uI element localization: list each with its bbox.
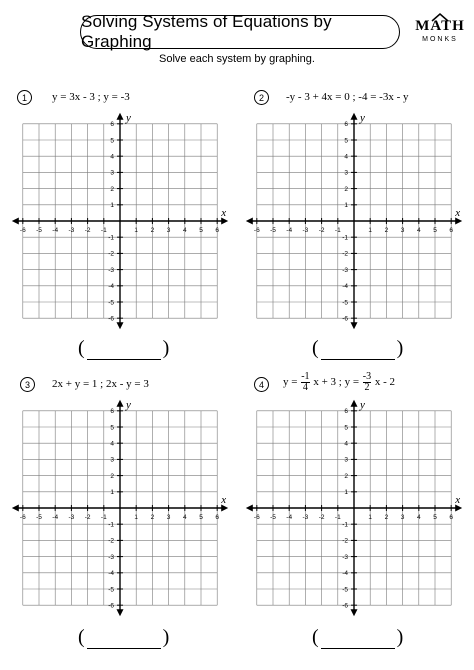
y-tick-label: 5 (110, 137, 114, 145)
problem-4-end: x - 2 (374, 376, 396, 389)
x-axis-label: x (221, 207, 227, 219)
x-tick-label: 2 (150, 514, 155, 521)
x-tick-label: -1 (334, 514, 341, 521)
x-tick-label: 1 (134, 514, 139, 521)
y-tick-label: 4 (344, 440, 348, 448)
x-tick-label: -6 (19, 514, 26, 521)
answer-2-open: ( (312, 337, 319, 359)
x-tick-label: 6 (215, 227, 220, 234)
y-tick-label: -3 (108, 553, 114, 561)
y-tick-label: -6 (342, 602, 348, 610)
x-tick-label: 1 (368, 227, 373, 234)
coordinate-grid-4[interactable] (240, 399, 468, 621)
problem-2-number: 2 (254, 90, 269, 105)
problem-3-equation: 2x + y = 1 ; 2x - y = 3 (52, 378, 149, 390)
y-tick-label: -4 (108, 283, 114, 291)
x-tick-label: 4 (416, 514, 421, 521)
answer-4-open: ( (312, 626, 319, 648)
x-tick-label: -5 (36, 514, 42, 521)
worksheet-title-text: Solving Systems of Equations by Graphing (81, 12, 332, 51)
y-tick-label: 4 (344, 153, 348, 161)
answer-3-blank[interactable] (87, 630, 161, 649)
y-axis-arrow-up-icon (117, 400, 124, 407)
answer-2[interactable] (312, 337, 403, 360)
x-tick-label: -5 (270, 514, 276, 521)
worksheet-title (80, 12, 400, 51)
x-axis-label: x (455, 494, 461, 506)
y-tick-label: 3 (344, 456, 348, 464)
x-tick-label: -4 (52, 227, 59, 234)
x-tick-label: 6 (215, 514, 220, 521)
y-axis-label: y (126, 398, 131, 411)
instruction: Solve each system by graphing. (159, 53, 315, 65)
x-tick-label: -3 (302, 514, 309, 521)
y-axis-arrow-up-icon (117, 113, 124, 120)
coordinate-grid-1[interactable] (6, 112, 234, 334)
x-tick-label: -4 (286, 514, 293, 521)
answer-1-open: ( (78, 337, 85, 359)
x-tick-label: -1 (100, 514, 107, 521)
x-tick-label: -3 (68, 227, 75, 234)
y-axis-label: y (126, 111, 131, 124)
x-tick-label: 4 (416, 227, 421, 234)
y-axis-label: y (360, 111, 365, 124)
y-tick-label: -5 (342, 586, 348, 594)
x-tick-label: 3 (166, 227, 171, 234)
y-tick-label: -3 (108, 266, 114, 274)
fraction-1-numerator: -1 (301, 371, 310, 382)
answer-3-open: ( (78, 626, 85, 648)
x-axis-label: x (221, 494, 227, 506)
x-tick-label: -2 (84, 514, 91, 521)
y-tick-label: -3 (342, 266, 348, 274)
x-tick-label: 2 (150, 227, 155, 234)
y-tick-label: 4 (110, 153, 114, 161)
x-axis-arrow-left-icon (246, 505, 253, 512)
x-tick-label: 6 (449, 514, 454, 521)
y-tick-label: 6 (110, 121, 114, 129)
x-tick-label: -4 (52, 514, 59, 521)
fraction-2-numerator: -3 (362, 371, 372, 382)
x-tick-label: 1 (134, 227, 139, 234)
y-tick-label: 2 (344, 185, 348, 193)
x-tick-label: -2 (318, 514, 325, 521)
y-tick-label: -2 (108, 250, 114, 258)
problem-2-equation: -y - 3 + 4x = 0 ; -4 = -3x - y (286, 91, 409, 103)
y-axis-arrow-down-icon (117, 322, 124, 329)
y-tick-label: -1 (108, 234, 114, 242)
x-axis-arrow-left-icon (12, 218, 19, 225)
x-axis-label: x (455, 207, 461, 219)
y-tick-label: 5 (344, 137, 348, 145)
x-tick-label: -2 (84, 227, 91, 234)
answer-2-blank[interactable] (321, 341, 395, 360)
logo-hat-icon (430, 12, 450, 22)
x-tick-label: 3 (166, 514, 171, 521)
y-tick-label: 1 (110, 202, 114, 210)
y-tick-label: -1 (342, 234, 348, 242)
answer-1[interactable] (78, 337, 169, 360)
answer-4[interactable] (312, 626, 403, 649)
y-tick-label: -1 (108, 521, 114, 529)
y-tick-label: 5 (344, 424, 348, 432)
y-tick-label: 2 (344, 472, 348, 480)
x-tick-label: -3 (68, 514, 75, 521)
problem-4-number: 4 (254, 377, 269, 392)
y-axis-arrow-up-icon (351, 113, 358, 120)
y-tick-label: 5 (110, 424, 114, 432)
problem-1-equation: y = 3x - 3 ; y = -3 (52, 91, 130, 103)
y-tick-label: 4 (110, 440, 114, 448)
x-tick-label: -4 (286, 227, 293, 234)
x-tick-label: 4 (182, 514, 187, 521)
y-tick-label: -5 (108, 586, 114, 594)
answer-2-close: ) (396, 337, 404, 359)
x-tick-label: -3 (302, 227, 309, 234)
answer-4-close: ) (396, 626, 404, 648)
y-axis-arrow-down-icon (351, 609, 358, 616)
y-tick-label: 6 (344, 408, 348, 416)
coordinate-grid-3[interactable] (6, 399, 234, 621)
problem-4-y1: y = (283, 376, 298, 389)
y-tick-label: -4 (342, 570, 348, 578)
x-tick-label: 3 (400, 227, 405, 234)
y-tick-label: 3 (344, 169, 348, 177)
y-axis-label: y (360, 398, 365, 411)
y-tick-label: 2 (110, 472, 114, 480)
x-tick-label: 2 (384, 514, 389, 521)
x-tick-label: -1 (100, 227, 107, 234)
x-tick-label: 5 (433, 514, 437, 521)
y-tick-label: -6 (108, 602, 114, 610)
y-tick-label: -4 (342, 283, 348, 291)
x-tick-label: 1 (368, 514, 373, 521)
x-tick-label: 6 (449, 227, 454, 234)
x-axis-arrow-left-icon (12, 505, 19, 512)
y-tick-label: -3 (342, 553, 348, 561)
coordinate-grid-2[interactable] (240, 112, 468, 334)
x-tick-label: 2 (384, 227, 389, 234)
x-axis-arrow-left-icon (246, 218, 253, 225)
y-axis-arrow-down-icon (117, 609, 124, 616)
y-tick-label: -2 (342, 250, 348, 258)
y-tick-label: -4 (108, 570, 114, 578)
problem-4-fraction-1 (301, 372, 309, 393)
x-tick-label: 5 (433, 227, 437, 234)
logo-top-text: MATH (415, 18, 465, 34)
answer-1-close: ) (162, 337, 170, 359)
x-tick-label: 5 (199, 227, 203, 234)
fraction-1-denominator: 4 (302, 382, 308, 393)
y-tick-label: -2 (108, 537, 114, 545)
answer-1-blank[interactable] (87, 341, 161, 360)
x-tick-label: -6 (253, 514, 260, 521)
answer-3-close: ) (162, 626, 170, 648)
y-tick-label: -5 (342, 299, 348, 307)
answer-4-blank[interactable] (321, 630, 395, 649)
problem-4-middle: x + 3 ; y = (313, 376, 360, 389)
y-tick-label: 1 (344, 489, 348, 497)
x-tick-label: -6 (19, 227, 26, 234)
y-tick-label: 3 (110, 456, 114, 464)
x-tick-label: -2 (318, 227, 325, 234)
answer-3[interactable] (78, 626, 169, 649)
problem-4-equation (283, 372, 395, 393)
y-tick-label: 2 (110, 185, 114, 193)
fraction-2-denominator: 2 (364, 382, 370, 393)
logo-bottom-text: MONKS (422, 36, 458, 43)
y-tick-label: -6 (342, 315, 348, 323)
y-tick-label: 1 (110, 489, 114, 497)
math-monks-logo (413, 18, 467, 52)
x-tick-label: -5 (270, 227, 276, 234)
y-tick-label: 1 (344, 202, 348, 210)
x-tick-label: -5 (36, 227, 42, 234)
x-tick-label: -6 (253, 227, 260, 234)
y-tick-label: -1 (342, 521, 348, 529)
y-tick-label: 6 (110, 408, 114, 416)
y-axis-arrow-up-icon (351, 400, 358, 407)
y-axis-arrow-down-icon (351, 322, 358, 329)
x-tick-label: 3 (400, 514, 405, 521)
problem-4-fraction-2 (363, 372, 371, 393)
problem-1-number: 1 (17, 90, 32, 105)
problem-3-number: 3 (20, 377, 35, 392)
y-tick-label: 3 (110, 169, 114, 177)
y-tick-label: 6 (344, 121, 348, 129)
x-tick-label: 5 (199, 514, 203, 521)
y-tick-label: -6 (108, 315, 114, 323)
y-tick-label: -2 (342, 537, 348, 545)
y-tick-label: -5 (108, 299, 114, 307)
x-tick-label: 4 (182, 227, 187, 234)
x-tick-label: -1 (334, 227, 341, 234)
